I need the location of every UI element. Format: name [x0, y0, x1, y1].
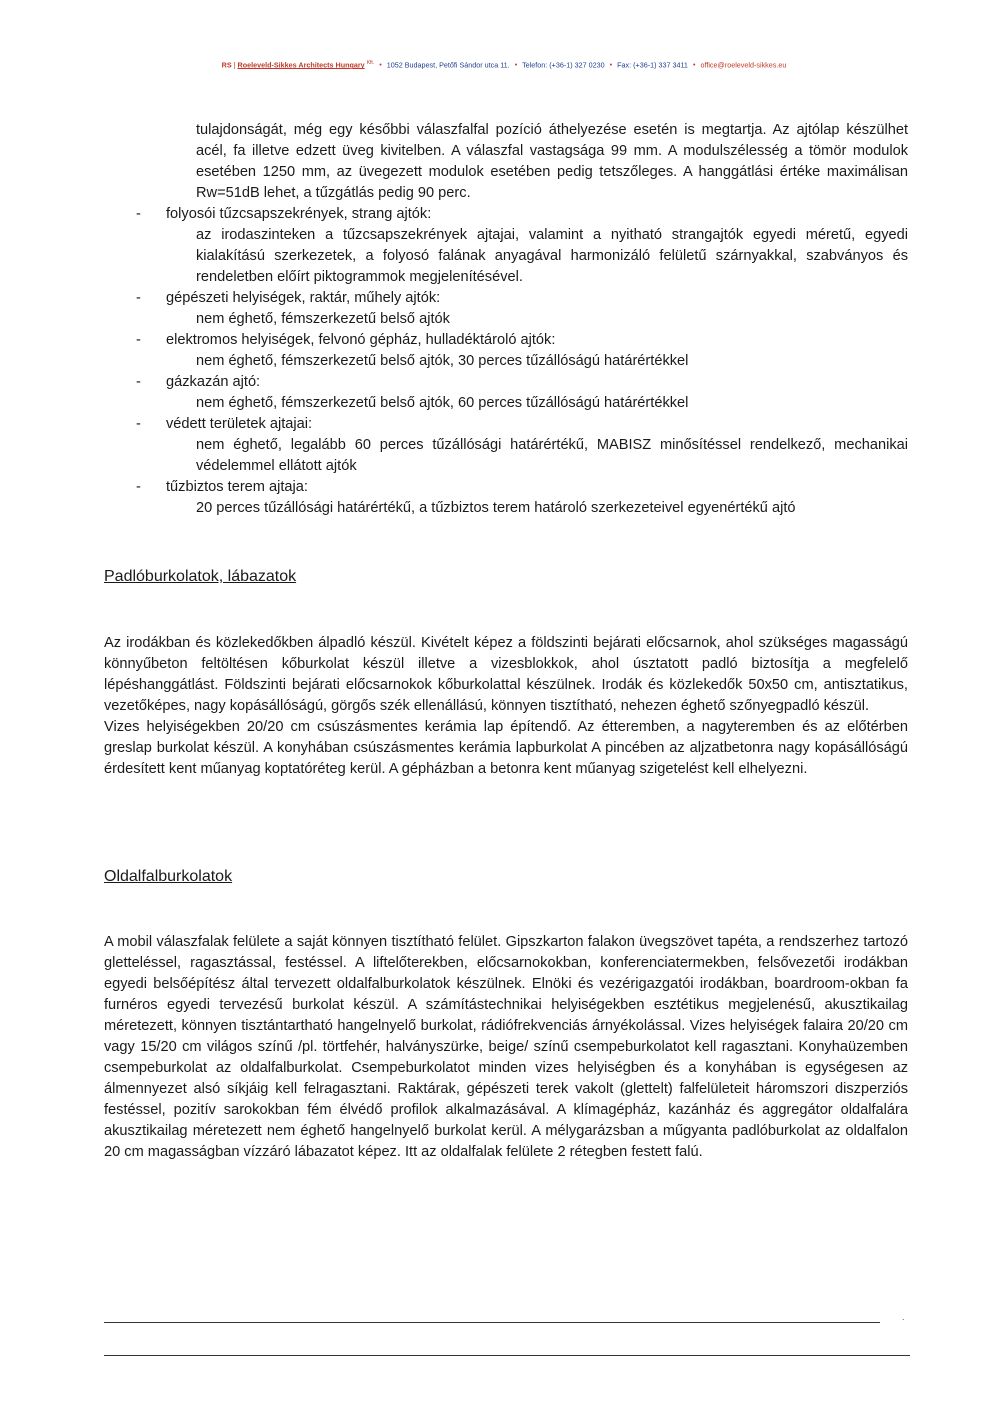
- letterhead-email[interactable]: office@roeleveld-sikkes.eu: [700, 60, 787, 70]
- list-item-text: az irodaszinteken a tűzcsapszekrények ajtajai, valamint a nyitható strangajtók egyedi méretű, egyedi kialakítású szerkezetek, a folyosó falának anyagával harmonizáló felületű szárnyakkal, szabványos és rendeletben előírt piktogrammok megjelenítésével.: [196, 227, 908, 285]
- paragraph: A mobil válaszfalak felülete a saját könnyen tisztítható felület. Gipszkarton falakon üvegszövet tapéta, a rendszerhez tartozó gletteléssel, ragasztással, festéssel. A liftelőterekben, előcsarnokokban, konferenciatermekben, felsővezetői irodákban egyedi belsőépítész által tervezett oldalfalburkolatok készülnek. Elnöki és vezérigazgatói irodákban, boardroom-okban fa furnéros egyedi tervezésű burkolat készül. A számítástechnikai helyiségekben esztétikus megjelenésű, akusztikailag méretezett, könnyen tisztántartható hangelnyelő burkolat, rádiófrekvenciás árnyékolással. Vizes helyiségek falaira 20/20 cm vagy 15/20 cm világos színű /pl. törtfehér, halványszürke, beige/ színű csempeburkolatot kell ragasztani. Konyhaüzemben csempeburkolat az oldalfalburkolat. Csempeburkolatot minden vizes helyiségben és a konyhában is egységesen az álmennyezet alsó síkjáig kell felragasztani. Raktárak, gépészeti terek vakolt (glettelt) falfelületeit háromszori diszperziós festéssel, pozitív sarokokban fém élvédő profilok alkalmazásával. A klímagépház, kazánház és aggregátor oldalfalára akusztikailag méretezett nem éghető hangelnyelő burkolat kerül. A mélygarázsban a műgyanta padlóburkolat az oldalfalon 20 cm magasságban vízzáró lábazatot képez. Itt az oldalfalak felülete 2 rétegben festett falú.: [104, 934, 908, 1160]
- letterhead-firm-name: Roeleveld-Sikkes Architects Hungary: [237, 60, 365, 70]
- list-item-title: elektromos helyiségek, felvonó gépház, hulladéktároló ajtók:: [166, 332, 556, 348]
- list-item-title: gépészeti helyiségek, raktár, műhely ajtók:: [166, 290, 441, 306]
- paragraph: Vizes helyiségekben 20/20 cm csúszásmentes kerámia lap építendő. Az étteremben, a nagyteremben és az előtérben greslap burkolat készül. A konyhában csúszásmentes kerámia lapburkolat A pincében az aljzatbetonra nagy kopásállóságú érdesített kent műanyag koptatóréteg kerül. A gépházban a betonra kent műanyag szigetelést kell elhelyezni.: [104, 719, 908, 777]
- list-item: - védett területek ajtajai: nem éghető, legalább 60 perces tűzállósági határértékű, MABISZ minősítéssel rendelkező, mechanikai védelemmel ellátott ajtók: [104, 414, 908, 477]
- paragraph: Az irodákban és közlekedőkben álpadló készül. Kivételt képez a földszinti bejárati előcsarnok, ahol szükséges magasságú könnyűbeton feltöltésen kőburkolat készül illetve a vizesblokkok, ahol úsztatott padló biztosítja a megfelelő lépéshanggátlást. Földszinti bejárati előcsarnokok kőburkolattal készülnek. Irodák és közlekedők 50x50 cm, antisztatikus, vezetőképes, nagy kopásállóságú, görgős szék ellenállású, könnyen tisztítható, nehezen éghető szőnyegpadló készül.: [104, 635, 908, 714]
- list-item-title: gázkazán ajtó:: [166, 374, 261, 390]
- footer-divider-bottom: [104, 1355, 910, 1356]
- list-item-text: nem éghető, fémszerkezetű belső ajtók, 60 perces tűzállóságú határértékkel: [196, 395, 689, 411]
- letterhead-address: 1052 Budapest, Petőfi Sándor utca 11.: [386, 60, 510, 70]
- footer-divider-top: [104, 1322, 880, 1323]
- list-item-title: tűzbiztos terem ajtaja:: [166, 479, 308, 495]
- list-item: - folyosói tűzcsapszekrények, strang ajtók: az irodaszinteken a tűzcsapszekrények ajtajai, valamint a nyitható strangajtók egyedi méretű, egyedi kialakítású szerkezetek, a folyosó falának anyagával harmonizáló felületű szárnyakkal, szabványos és rendeletben előírt piktogrammok megjelenítésével.: [104, 204, 908, 288]
- door-specification-block: [104, 120, 908, 519]
- list-item: - gázkazán ajtó: nem éghető, fémszerkezetű belső ajtók, 60 perces tűzállóságú határértékkel: [104, 372, 908, 414]
- letterhead-phone: Telefon: (+36-1) 327 0230: [522, 60, 605, 70]
- list-item: - elektromos helyiségek, felvonó gépház, hulladéktároló ajtók: nem éghető, fémszerkezetű belső ajtók, 30 perces tűzállóságú határértékkel: [104, 330, 908, 372]
- footer-mark: .: [902, 1312, 905, 1322]
- section-heading-walls: Oldalfalburkolatok: [104, 868, 233, 885]
- list-item: - tűzbiztos terem ajtaja: 20 perces tűzállósági határértékű, a tűzbiztos terem határoló szerkezeteivel egyenértékű ajtó: [104, 477, 908, 519]
- section-heading-floor: Padlóburkolatok, lábazatok: [104, 568, 297, 585]
- list-item-text: nem éghető, legalább 60 perces tűzállósági határértékű, MABISZ minősítéssel rendelkező, mechanikai védelemmel ellátott ajtók: [196, 437, 908, 474]
- section-body-floor: [104, 633, 908, 780]
- intro-paragraph: tulajdonságát, még egy későbbi válaszfalfal pozíció áthelyezése esetén is megtartja. Az ajtólap készülhet acél, fa illetve edzett üveg kivitelben. A válaszfal vastagsága 99 mm. A modulszélesség a tömör modulok esetében 1250 mm, az üvegezett modulok esetében pedig tetszőleges. A hanggátlási értéke maximálisan Rw=51dB lehet, a tűzgátlás pedig 90 perc.: [196, 122, 908, 201]
- section-body-walls: [104, 932, 908, 1163]
- letterhead: RS | Roeleveld-Sikkes Architects Hungary $^{Kft.}$ • 1052 Budapest, Petőfi Sándor utca 11. • Telefon: (+36-1) 327 0230 • Fax: (+36-1) 337 3411 • office@roeleveld-sikkes.eu: [221, 60, 787, 70]
- list-item-title: folyosói tűzcsapszekrények, strang ajtók:: [166, 206, 432, 222]
- list-item-text: nem éghető, fémszerkezetű belső ajtók: [196, 311, 450, 327]
- list-item-text: 20 perces tűzállósági határértékű, a tűzbiztos terem határoló szerkezeteivel egyenértékű ajtó: [196, 500, 796, 516]
- letterhead-fax: Fax: (+36-1) 337 3411: [617, 60, 688, 70]
- list-item: - gépészeti helyiségek, raktár, műhely ajtók: nem éghető, fémszerkezetű belső ajtók: [104, 288, 908, 330]
- list-item-title: védett területek ajtajai:: [166, 416, 313, 432]
- letterhead-firm-suffix: Kft.: [366, 60, 375, 66]
- letterhead-logo: RS: [221, 60, 232, 70]
- list-item-text: nem éghető, fémszerkezetű belső ajtók, 30 perces tűzállóságú határértékkel: [196, 353, 689, 369]
